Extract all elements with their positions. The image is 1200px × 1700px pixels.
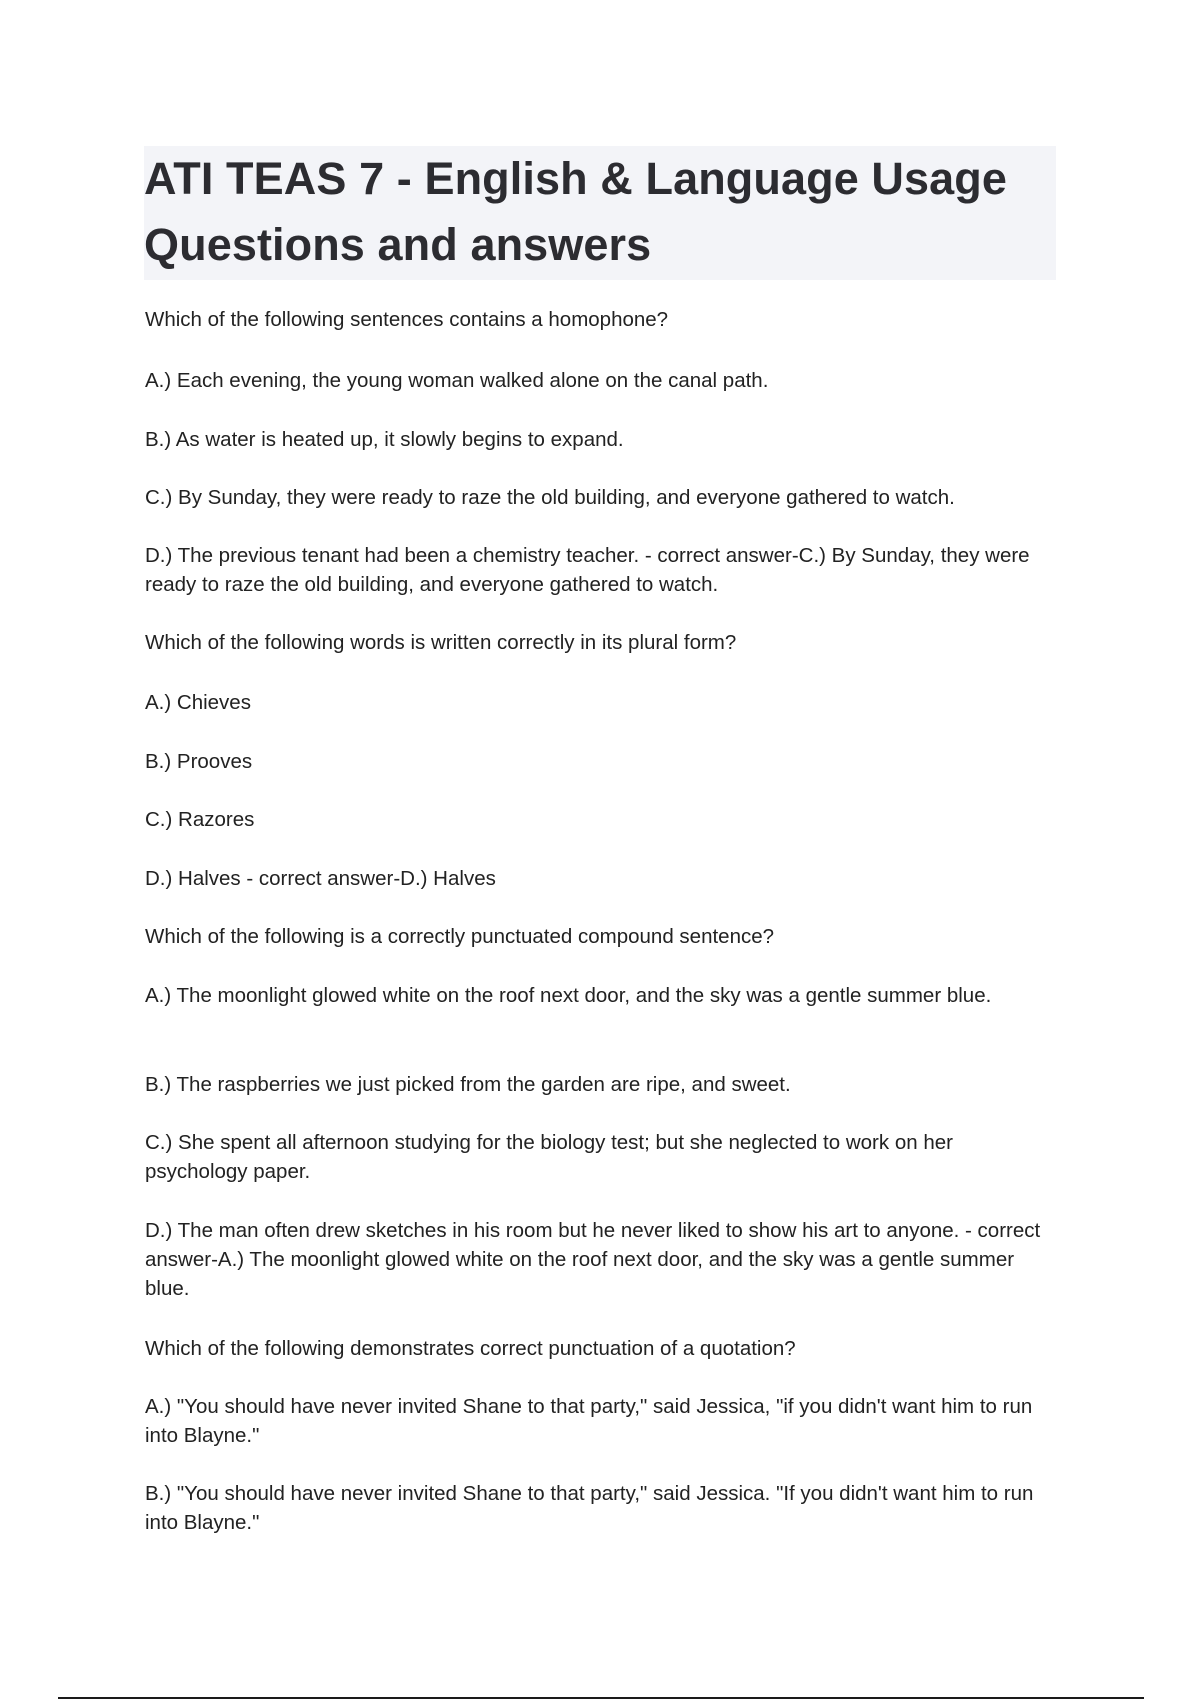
question-3-option-b: B.) The raspberries we just picked from the garden are ripe, and sweet. [145,1073,791,1096]
document-title-line-2: Questions and answers [144,219,652,270]
document-title-line-1: ATI TEAS 7 - English & Language Usage [144,153,1007,204]
question-1-option-a: A.) Each evening, the young woman walked alone on the canal path. [145,369,769,392]
question-3-option-d-answer: D.) The man often drew sketches in his room but he never liked to show his art to anyone. - correct answer-A.) The moonlight glowed white on the roof next door, and the sky was a gentle summer blue. [145,1219,1041,1300]
question-1: Which of the following sentences contains a homophone? [145,308,669,331]
question-3-option-c: C.) She spent all afternoon studying for the biology test; but she neglected to work on her psychology paper. [145,1131,953,1183]
question-3: Which of the following is a correctly punctuated compound sentence? [145,925,775,948]
title-block [144,146,1056,280]
question-2-option-d-answer: D.) Halves - correct answer-D.) Halves [145,867,496,890]
footer-divider [58,1697,1144,1699]
question-2-option-c: C.) Razores [145,808,255,831]
question-1-option-b: B.) As water is heated up, it slowly begins to expand. [145,428,624,451]
question-2-option-b: B.) Prooves [145,750,253,773]
question-2: Which of the following words is written correctly in its plural form? [145,631,737,654]
question-4: Which of the following demonstrates correct punctuation of a quotation? [145,1337,796,1360]
question-1-option-c: C.) By Sunday, they were ready to raze the old building, and everyone gathered to watch. [145,486,955,509]
question-2-option-a: A.) Chieves [145,691,251,714]
question-3-option-a: A.) The moonlight glowed white on the roof next door, and the sky was a gentle summer blue. [145,984,992,1007]
question-4-option-a: A.) "You should have never invited Shane to that party," said Jessica, "if you didn't want him to run into Blayne." [145,1395,1033,1447]
question-1-option-d-answer: D.) The previous tenant had been a chemistry teacher. - correct answer-C.) By Sunday, they were ready to raze the old building, and everyone gathered to watch. [145,544,1030,596]
question-4-option-b: B.) "You should have never invited Shane to that party," said Jessica. "If you didn't want him to run into Blayne." [145,1482,1034,1534]
